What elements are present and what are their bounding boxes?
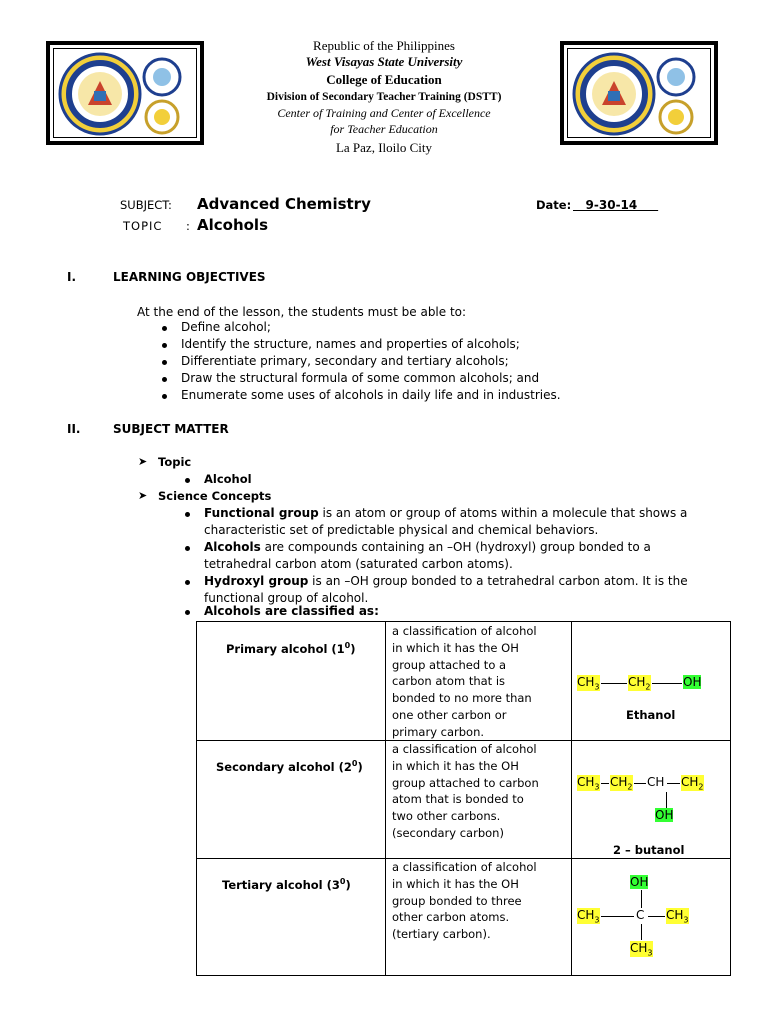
header-country: Republic of the Philippines: [313, 38, 455, 53]
concept-functional-group-cont: characteristic set of predictable physical and chemical behaviors.: [204, 523, 599, 537]
tertiary-alcohol-definition: a classification of alcohol in which it has the OH group bonded to three other carbon atoms. (tertiary carbon).: [392, 860, 537, 942]
bullet-icon: [162, 343, 167, 348]
date-label: Date:: [536, 198, 572, 212]
concept-alcohols-cont: tetrahedral carbon atom (saturated carbon atoms).: [204, 557, 513, 571]
topic-heading: Topic: [158, 455, 192, 469]
science-concepts-heading: Science Concepts: [158, 489, 272, 503]
objective-item: Differentiate primary, secondary and tertiary alcohols;: [181, 354, 509, 368]
ethanol-label: Ethanol: [626, 708, 676, 722]
bullet-icon: [185, 512, 190, 517]
subject-value: Advanced Chemistry: [197, 195, 371, 213]
concept-hydroxyl-group: Hydroxyl group is an –OH group bonded to a tetrahedral carbon atom. It is the: [204, 574, 688, 588]
2-butanol-label: 2 – butanol: [613, 843, 685, 857]
topic-label: TOPIC: [123, 219, 163, 233]
bullet-icon: [185, 580, 190, 585]
bullet-icon: [185, 478, 190, 483]
header-address: La Paz, Iloilo City: [335, 140, 433, 155]
left-logo-frame: [46, 41, 204, 145]
bullet-icon: [185, 610, 190, 615]
header-division: Division of Secondary Teacher Training (DSTT): [266, 91, 502, 103]
date-value: 9-30-14: [573, 198, 659, 212]
header-center-line2: for Teacher Education: [330, 122, 438, 136]
header-center-line1: Center of Training and Center of Excellence: [277, 106, 491, 120]
objective-item: Identify the structure, names and properties of alcohols;: [181, 337, 520, 351]
arrow-bullet-icon: ➤: [138, 455, 148, 468]
concept-classification: Alcohols are classified as:: [204, 604, 379, 618]
bullet-icon: [162, 377, 167, 382]
secondary-alcohol-label: Secondary alcohol $(2^0)$: [216, 759, 363, 774]
section-2-number: II.: [67, 422, 81, 436]
section-2-title: SUBJECT MATTER: [113, 422, 229, 436]
topic-item: Alcohol: [204, 472, 252, 486]
header-college: College of Education: [326, 72, 442, 87]
subject-label: SUBJECT:: [120, 198, 172, 212]
concept-alcohols: Alcohols are compounds containing an –OH (hydroxyl) group bonded to a: [204, 540, 651, 554]
university-seal-icon: [564, 45, 714, 141]
topic-colon: :: [186, 219, 190, 233]
alcohol-classification-table: Primary alcohol $(1^0)$ a classification of alcohol in which it has the OH group attached to a carbon atom that is bonded to no more than one other carbon or primary carbon. $CH_3$ $CH_2$ OH Ethanol Secondary alcohol $(2^0)$ a classification of alcohol in which it has the OH group attached to carbon atom that is bonded to two other carbons. (secondary carbon) $CH_3$ $CH_2$ CH $CH_2$ OH 2 – butanol Tertiary alcohol $(3^0)$ a classification of alcohol in which it has the OH group bonded to three other carbon atoms. (tertiary carbon). OH $CH_3$ C $CH_3$ $CH_3$: [196, 621, 731, 976]
section-1-number: I.: [67, 270, 77, 284]
arrow-bullet-icon: ➤: [138, 489, 148, 502]
tertiary-alcohol-label: Tertiary alcohol $(3^0)$: [222, 877, 351, 892]
right-logo-frame: [560, 41, 718, 145]
concept-functional-group: Functional group is an atom or group of atoms within a molecule that shows a: [204, 506, 688, 520]
primary-alcohol-definition: a classification of alcohol in which it has the OH group attached to a carbon atom that is bonded to no more than one other carbon or primary carbon.: [392, 624, 537, 739]
objectives-intro: At the end of the lesson, the students must be able to:: [137, 305, 467, 319]
university-seal-icon: [50, 45, 200, 141]
objective-item: Draw the structural formula of some common alcohols; and: [181, 371, 540, 385]
primary-alcohol-label: Primary alcohol $(1^0)$: [226, 641, 356, 656]
objective-item: Define alcohol;: [181, 320, 271, 334]
topic-value: Alcohols: [197, 216, 269, 234]
section-1-title: LEARNING OBJECTIVES: [113, 270, 266, 284]
bullet-icon: [162, 326, 167, 331]
bullet-icon: [162, 360, 167, 365]
secondary-alcohol-definition: a classification of alcohol in which it has the OH group attached to carbon atom that is bonded to two other carbons. (secondary carbon): [392, 742, 539, 840]
bullet-icon: [162, 394, 167, 399]
objective-item: Enumerate some uses of alcohols in daily life and in industries.: [181, 388, 561, 402]
bullet-icon: [185, 546, 190, 551]
concept-hydroxyl-group-cont: functional group of alcohol.: [204, 591, 369, 605]
header-university: West Visayas State University: [305, 54, 463, 69]
